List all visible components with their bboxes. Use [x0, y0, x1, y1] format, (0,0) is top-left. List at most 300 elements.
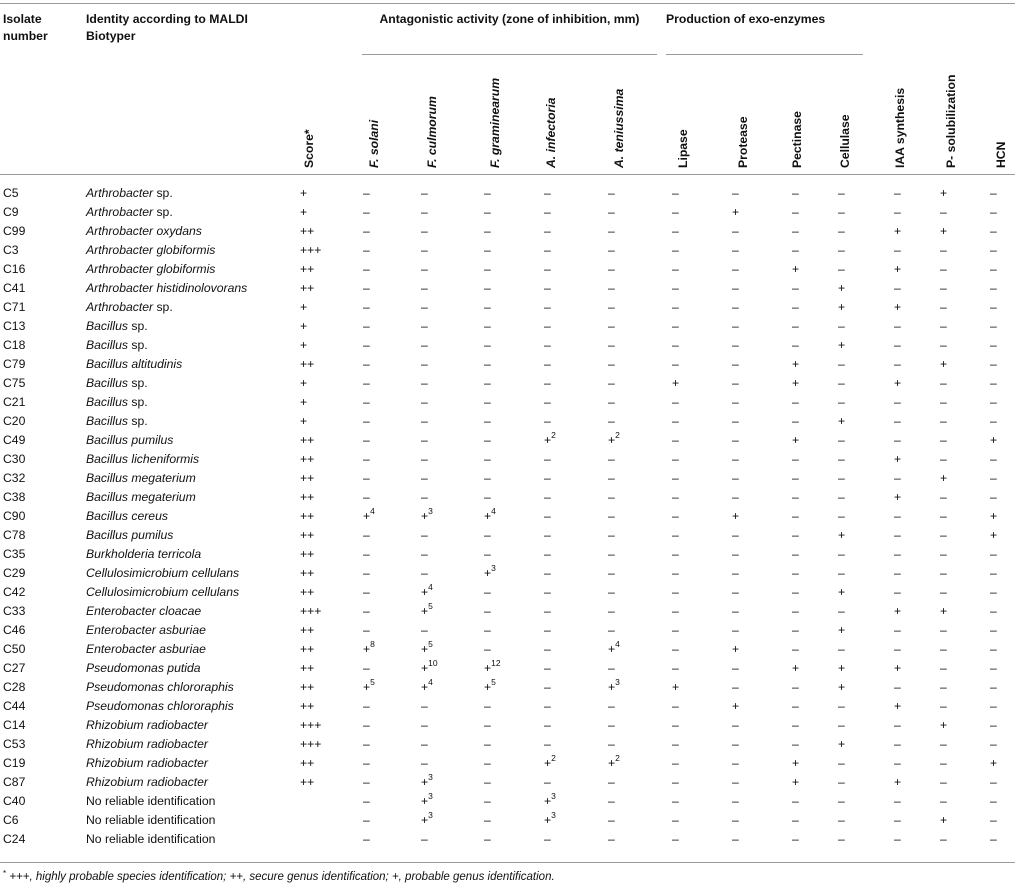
activity-cell: +$^3$: [421, 506, 433, 523]
identity-name: [86, 661, 201, 675]
isolate-id: C19: [3, 756, 26, 770]
activity-cell: –: [838, 262, 845, 276]
activity-cell: –: [672, 205, 679, 219]
isolate-id: C40: [3, 794, 26, 808]
activity-cell: –: [363, 604, 370, 618]
score-value: ++: [300, 262, 315, 276]
activity-cell: –: [990, 414, 997, 428]
activity-cell: –: [363, 414, 370, 428]
identity-name: [86, 433, 173, 447]
activity-cell: –: [838, 433, 845, 447]
activity-cell: –: [792, 642, 799, 656]
score-value: ++: [300, 490, 315, 504]
isolate-id: C78: [3, 528, 26, 542]
activity-cell: +$^5$: [363, 677, 375, 694]
taxon-qualifier: sp.: [153, 300, 173, 314]
isolate-id: C79: [3, 357, 26, 371]
activity-cell: –: [484, 585, 491, 599]
activity-cell: –: [421, 205, 428, 219]
score-value: ++: [300, 566, 315, 580]
activity-cell: –: [792, 547, 799, 561]
activity-cell: –: [608, 224, 615, 238]
activity-cell: –: [732, 414, 739, 428]
taxon-name: Bacillus altitudinis: [86, 357, 183, 371]
activity-cell: –: [608, 585, 615, 599]
activity-cell: –: [894, 433, 901, 447]
activity-cell: –: [792, 718, 799, 732]
activity-cell: –: [792, 452, 799, 466]
taxon-name: Enterobacter asburiae: [86, 642, 206, 656]
identity-name: [86, 699, 234, 713]
activity-cell: +: [838, 585, 846, 599]
activity-cell: +$^2$: [608, 430, 620, 447]
activity-cell: +$^8$: [363, 639, 375, 656]
activity-cell: –: [732, 319, 739, 333]
activity-cell: –: [940, 243, 947, 257]
activity-cell: –: [363, 547, 370, 561]
activity-cell: –: [732, 547, 739, 561]
activity-cell: +: [940, 224, 948, 238]
activity-cell: –: [484, 471, 491, 485]
activity-cell: +: [672, 680, 680, 694]
activity-cell: +: [838, 414, 846, 428]
activity-cell: –: [732, 186, 739, 200]
activity-cell: –: [940, 775, 947, 789]
taxon-name: Rhizobium radiobacter: [86, 756, 208, 770]
header-a-teniussima: A. teniussima: [612, 88, 626, 168]
activity-cell: –: [990, 243, 997, 257]
taxon-qualifier: sp.: [128, 376, 148, 390]
activity-cell: –: [544, 243, 551, 257]
isolate-id: C49: [3, 433, 26, 447]
activity-cell: –: [672, 528, 679, 542]
activity-cell: –: [838, 243, 845, 257]
isolate-id: C87: [3, 775, 26, 789]
score-value: +++: [300, 604, 322, 618]
activity-cell: –: [894, 509, 901, 523]
activity-cell: –: [484, 547, 491, 561]
score-value: +: [300, 319, 308, 333]
activity-cell: –: [894, 528, 901, 542]
activity-cell: +: [940, 604, 948, 618]
activity-cell: –: [940, 490, 947, 504]
activity-cell: –: [608, 414, 615, 428]
activity-cell: –: [608, 813, 615, 827]
activity-cell: –: [484, 357, 491, 371]
activity-cell: –: [544, 528, 551, 542]
activity-cell: –: [363, 224, 370, 238]
identity-name: [86, 357, 182, 371]
activity-cell: –: [990, 604, 997, 618]
activity-cell: –: [990, 832, 997, 846]
identity-name: [86, 395, 148, 409]
activity-cell: –: [792, 490, 799, 504]
activity-cell: +: [672, 376, 680, 390]
activity-cell: –: [363, 300, 370, 314]
activity-cell: +$^3$: [544, 791, 556, 808]
activity-cell: –: [608, 452, 615, 466]
score-value: ++: [300, 585, 315, 599]
activity-cell: –: [940, 433, 947, 447]
activity-cell: –: [544, 718, 551, 732]
activity-cell: –: [608, 604, 615, 618]
activity-cell: –: [672, 699, 679, 713]
activity-cell: –: [838, 547, 845, 561]
activity-cell: –: [732, 376, 739, 390]
activity-cell: –: [990, 813, 997, 827]
activity-cell: +$^4$: [421, 582, 433, 599]
activity-cell: –: [608, 699, 615, 713]
activity-cell: –: [792, 832, 799, 846]
activity-cell: +: [732, 642, 740, 656]
activity-cell: –: [363, 281, 370, 295]
identity-name: [86, 737, 208, 751]
activity-cell: –: [672, 832, 679, 846]
activity-cell: –: [484, 490, 491, 504]
activity-cell: –: [484, 528, 491, 542]
activity-cell: –: [894, 794, 901, 808]
activity-cell: –: [894, 281, 901, 295]
activity-cell: +: [792, 433, 800, 447]
activity-cell: +: [940, 357, 948, 371]
taxon-qualifier: sp.: [128, 338, 148, 352]
bottom-rule: [0, 862, 1015, 863]
activity-cell: –: [484, 262, 491, 276]
activity-cell: –: [894, 357, 901, 371]
activity-cell: –: [990, 794, 997, 808]
rule-exo: [666, 54, 863, 55]
activity-cell: +: [894, 661, 902, 675]
score-value: ++: [300, 623, 315, 637]
activity-cell: +: [940, 471, 948, 485]
activity-cell: –: [792, 395, 799, 409]
activity-cell: –: [672, 414, 679, 428]
header-cellulase: Cellulase: [838, 114, 852, 168]
inhibition-zone-mm: 2: [551, 753, 556, 763]
identity-name: [86, 718, 208, 732]
activity-cell: –: [421, 300, 428, 314]
activity-cell: –: [484, 205, 491, 219]
taxon-qualifier: sp.: [153, 186, 173, 200]
activity-cell: –: [894, 547, 901, 561]
activity-cell: –: [421, 699, 428, 713]
activity-cell: –: [484, 604, 491, 618]
taxon-name: Arthrobacter: [86, 186, 154, 200]
activity-cell: –: [672, 756, 679, 770]
identity-name: [86, 319, 148, 333]
activity-cell: –: [608, 376, 615, 390]
inhibition-zone-mm: 5: [370, 677, 375, 687]
taxon-name: Arthrobacter: [86, 205, 154, 219]
activity-cell: +: [894, 775, 902, 789]
identity-name: [86, 338, 148, 352]
activity-cell: –: [484, 699, 491, 713]
activity-cell: –: [421, 832, 428, 846]
activity-cell: –: [838, 395, 845, 409]
activity-cell: –: [990, 357, 997, 371]
taxon-name: Rhizobium radiobacter: [86, 718, 208, 732]
isolate-id: C28: [3, 680, 26, 694]
activity-cell: –: [363, 395, 370, 409]
rule-antagonistic: [362, 54, 657, 55]
taxon-name: Arthrobacter oxydans: [86, 224, 202, 238]
activity-cell: +: [894, 262, 902, 276]
header-lipase: Lipase: [676, 129, 690, 168]
inhibition-zone-mm: 3: [491, 563, 496, 573]
activity-cell: –: [940, 338, 947, 352]
score-value: +: [300, 338, 308, 352]
activity-cell: –: [940, 623, 947, 637]
inhibition-zone-mm: 4: [428, 677, 433, 687]
activity-cell: –: [792, 585, 799, 599]
activity-cell: –: [732, 490, 739, 504]
header-score: Score*: [302, 129, 316, 168]
activity-cell: –: [894, 737, 901, 751]
activity-cell: –: [732, 281, 739, 295]
identity-name: [86, 604, 201, 618]
activity-cell: –: [363, 756, 370, 770]
activity-cell: –: [421, 414, 428, 428]
activity-cell: –: [732, 452, 739, 466]
identity-name: [86, 414, 148, 428]
activity-cell: –: [363, 813, 370, 827]
activity-cell: –: [940, 281, 947, 295]
activity-cell: –: [608, 281, 615, 295]
activity-cell: –: [940, 509, 947, 523]
activity-cell: +: [894, 300, 902, 314]
activity-cell: –: [544, 224, 551, 238]
activity-cell: –: [732, 243, 739, 257]
activity-cell: –: [363, 566, 370, 580]
activity-cell: +: [990, 433, 998, 447]
header-p-solubilization: P- solubilization: [944, 74, 958, 168]
activity-cell: +: [838, 300, 846, 314]
activity-cell: +: [792, 661, 800, 675]
header-isolate: Isolate number: [3, 12, 48, 43]
activity-cell: –: [732, 832, 739, 846]
activity-cell: –: [838, 319, 845, 333]
score-value: ++: [300, 471, 315, 485]
isolate-id: C9: [3, 205, 19, 219]
activity-cell: –: [544, 395, 551, 409]
activity-cell: –: [940, 547, 947, 561]
inhibition-zone-mm: 4: [428, 582, 433, 592]
taxon-name: Arthrobacter globiformis: [86, 262, 216, 276]
activity-cell: +: [838, 528, 846, 542]
inhibition-zone-mm: 3: [615, 677, 620, 687]
taxon-name: Bacillus: [86, 395, 128, 409]
activity-cell: –: [894, 338, 901, 352]
activity-cell: –: [484, 338, 491, 352]
activity-cell: –: [838, 509, 845, 523]
activity-cell: +: [792, 262, 800, 276]
activity-cell: –: [894, 585, 901, 599]
activity-cell: –: [732, 471, 739, 485]
activity-cell: –: [732, 433, 739, 447]
activity-cell: –: [608, 243, 615, 257]
activity-cell: –: [363, 186, 370, 200]
identity-name: [86, 813, 215, 827]
isolate-id: C29: [3, 566, 26, 580]
activity-cell: –: [838, 718, 845, 732]
activity-cell: –: [940, 794, 947, 808]
activity-cell: +: [894, 699, 902, 713]
activity-cell: –: [838, 604, 845, 618]
taxon-name: Bacillus cereus: [86, 509, 168, 523]
activity-cell: +$^3$: [608, 677, 620, 694]
activity-cell: +$^3$: [421, 791, 433, 808]
activity-cell: –: [363, 433, 370, 447]
activity-cell: –: [421, 357, 428, 371]
activity-cell: –: [838, 471, 845, 485]
activity-cell: –: [990, 224, 997, 238]
activity-cell: –: [990, 775, 997, 789]
taxon-qualifier: No reliable identification: [86, 794, 216, 808]
activity-cell: –: [838, 756, 845, 770]
activity-cell: –: [732, 813, 739, 827]
identity-name: [86, 794, 215, 808]
activity-cell: –: [990, 566, 997, 580]
activity-cell: –: [732, 623, 739, 637]
activity-cell: –: [672, 471, 679, 485]
score-value: +: [300, 376, 308, 390]
activity-cell: –: [732, 756, 739, 770]
header-exo: Production of exo-enzymes: [666, 12, 826, 26]
activity-cell: –: [940, 205, 947, 219]
identity-name: [86, 262, 215, 276]
taxon-name: Pseudomonas chlororaphis: [86, 680, 234, 694]
taxon-name: Bacillus: [86, 376, 128, 390]
activity-cell: –: [894, 205, 901, 219]
activity-cell: –: [421, 376, 428, 390]
activity-cell: +$^5$: [484, 677, 496, 694]
activity-cell: +: [940, 186, 948, 200]
activity-cell: –: [894, 471, 901, 485]
activity-cell: –: [672, 338, 679, 352]
activity-cell: +$^4$: [608, 639, 620, 656]
identity-name: [86, 186, 173, 200]
activity-cell: –: [990, 262, 997, 276]
activity-cell: –: [484, 642, 491, 656]
activity-cell: –: [544, 205, 551, 219]
activity-cell: –: [672, 642, 679, 656]
activity-cell: –: [544, 680, 551, 694]
activity-cell: –: [608, 528, 615, 542]
activity-cell: –: [940, 585, 947, 599]
top-rule: [0, 3, 1015, 4]
taxon-qualifier: sp.: [128, 319, 148, 333]
activity-cell: –: [990, 205, 997, 219]
activity-cell: –: [363, 452, 370, 466]
isolate-id: C32: [3, 471, 26, 485]
taxon-qualifier: No reliable identification: [86, 813, 216, 827]
inhibition-zone-mm: 3: [428, 772, 433, 782]
activity-cell: –: [544, 699, 551, 713]
header-antagonistic: Antagonistic activity (zone of inhibition, mm): [379, 12, 640, 26]
taxon-name: Arthrobacter histidinolovorans: [86, 281, 248, 295]
taxon-qualifier: sp.: [153, 205, 173, 219]
activity-cell: –: [940, 642, 947, 656]
taxon-name: Bacillus: [86, 338, 128, 352]
score-value: +: [300, 205, 308, 219]
activity-cell: –: [990, 471, 997, 485]
activity-cell: –: [421, 718, 428, 732]
score-value: ++: [300, 756, 315, 770]
activity-cell: –: [732, 338, 739, 352]
activity-cell: –: [484, 243, 491, 257]
activity-cell: –: [363, 528, 370, 542]
activity-cell: –: [608, 338, 615, 352]
score-value: ++: [300, 528, 315, 542]
activity-cell: –: [672, 281, 679, 295]
activity-cell: –: [672, 585, 679, 599]
score-value: +: [300, 300, 308, 314]
isolate-id: C71: [3, 300, 26, 314]
activity-cell: –: [608, 547, 615, 561]
activity-cell: –: [363, 376, 370, 390]
activity-cell: –: [940, 699, 947, 713]
isolate-id: C46: [3, 623, 26, 637]
activity-cell: –: [838, 775, 845, 789]
inhibition-zone-mm: 2: [615, 753, 620, 763]
activity-cell: –: [544, 737, 551, 751]
taxon-name: Enterobacter asburiae: [86, 623, 206, 637]
activity-cell: –: [732, 566, 739, 580]
activity-cell: –: [838, 642, 845, 656]
identity-name: [86, 547, 201, 561]
activity-cell: –: [732, 680, 739, 694]
activity-cell: –: [608, 623, 615, 637]
score-value: ++: [300, 452, 315, 466]
activity-cell: –: [544, 319, 551, 333]
activity-cell: –: [672, 661, 679, 675]
activity-cell: –: [421, 490, 428, 504]
taxon-name: Burkholderia terricola: [86, 547, 202, 561]
activity-cell: –: [484, 395, 491, 409]
activity-cell: –: [838, 566, 845, 580]
footnote: * +++, highly probable species identification; ++, secure genus identification; +, probable genus identification.: [3, 869, 555, 883]
activity-cell: –: [421, 566, 428, 580]
activity-cell: –: [672, 433, 679, 447]
activity-cell: +$^4$: [421, 677, 433, 694]
identity-name: [86, 300, 173, 314]
activity-cell: –: [990, 338, 997, 352]
score-value: +++: [300, 718, 322, 732]
isolate-id: C3: [3, 243, 19, 257]
activity-cell: –: [608, 775, 615, 789]
activity-cell: +: [894, 452, 902, 466]
identity-name: [86, 281, 247, 295]
activity-cell: +: [732, 509, 740, 523]
activity-cell: –: [940, 566, 947, 580]
isolate-id: C30: [3, 452, 26, 466]
isolate-id: C33: [3, 604, 26, 618]
activity-cell: –: [484, 737, 491, 751]
activity-cell: –: [940, 452, 947, 466]
header-pectinase: Pectinase: [790, 111, 804, 168]
activity-cell: –: [732, 585, 739, 599]
identity-name: [86, 452, 199, 466]
activity-cell: –: [608, 661, 615, 675]
activity-cell: –: [732, 718, 739, 732]
activity-cell: –: [894, 243, 901, 257]
header-f-solani: F. solani: [367, 119, 381, 168]
activity-cell: –: [940, 319, 947, 333]
activity-cell: –: [940, 756, 947, 770]
taxon-qualifier: No reliable identification: [86, 832, 216, 846]
activity-cell: –: [608, 262, 615, 276]
header-a-infectoria: A. infectoria: [544, 97, 558, 168]
